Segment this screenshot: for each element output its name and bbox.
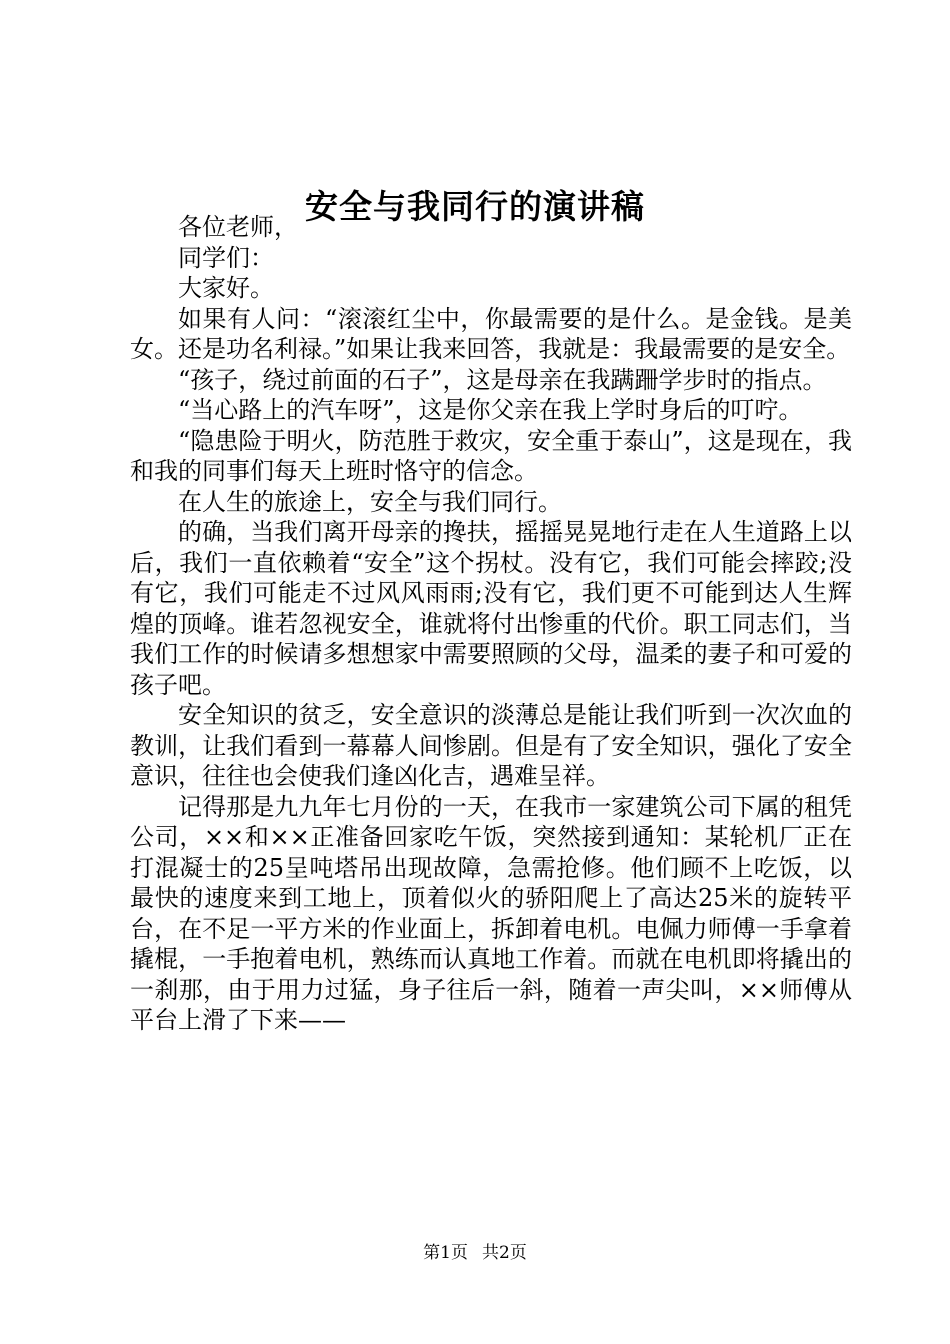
salutation-students: 同学们： [178,243,274,272]
paragraph: 安全知识的贫乏，安全意识的淡薄总是能让我们听到一次次血的教训，让我们看到一幕幕人间惨剧。但是有了安全知识，强化了安全意识，往往也会使我们逢凶化吉，遇难呈祥。 [130,701,852,790]
paragraph: 如果有人问：“滚滚红尘中，你最需要的是什么。是金钱。是美女。还是功名利禄。”如果让我来回答，我就是：我最需要的是安全。 [130,304,852,363]
salutation-teachers: 各位老师， [178,213,298,241]
document-title: 安全与我同行的演讲稿 [305,187,645,226]
paragraph: 在人生的旅途上，安全与我们同行。 [178,487,562,516]
paragraph: 记得那是九九年七月份的一天，在我市一家建筑公司下属的租凭公司，××和××正准备回家吃午饭，突然接到通知：某轮机厂正在打混凝士的25呈吨塔吊出现故障，急需抢修。他们顾不上吃饭，以最快的速度来到工地上，顶着似火的骄阳爬上了高达25米的旋转平台，在不足一平方米的作业面上，拆卸着电机。电佩力师傅一手拿着撬棍，一手抱着电机，熟练而认真地工作着。而就在电机即将撬出的一刹那，由于用力过猛，身子往后一斜，随着一声尖叫，××师傅从平台上滑了下来—— [130,792,852,1034]
page-footer [0,1241,950,1265]
paragraph: “当心路上的汽车呀”，这是你父亲在我上学时身后的叮咛。 [178,396,803,424]
paragraph: 的确，当我们离开母亲的搀扶，摇摇晃晃地行走在人生道路上以后，我们一直依赖着“安全”这个拐杖。没有它，我们可能会摔跤;没有它，我们可能走不过风风雨雨;没有它，我们更不可能到达人生辉煌的顶峰。谁若忽视安全，谁就将付出惨重的代价。职工同志们，当我们工作的时候请多想想家中需要照顾的父母，温柔的妻子和可爱的孩子吧。 [130,518,852,699]
paragraph: “孩子，绕过前面的石子”，这是母亲在我蹒跚学步时的指点。 [178,365,827,394]
paragraph: “隐患险于明火，防范胜于救灾，安全重于泰山”，这是现在，我和我的同事们每天上班时恪守的信念。 [130,426,852,485]
page-number: 第1页 [423,1243,468,1263]
page-total: 共2页 [482,1243,527,1263]
greeting: 大家好。 [178,274,274,302]
document-body [130,212,852,1036]
